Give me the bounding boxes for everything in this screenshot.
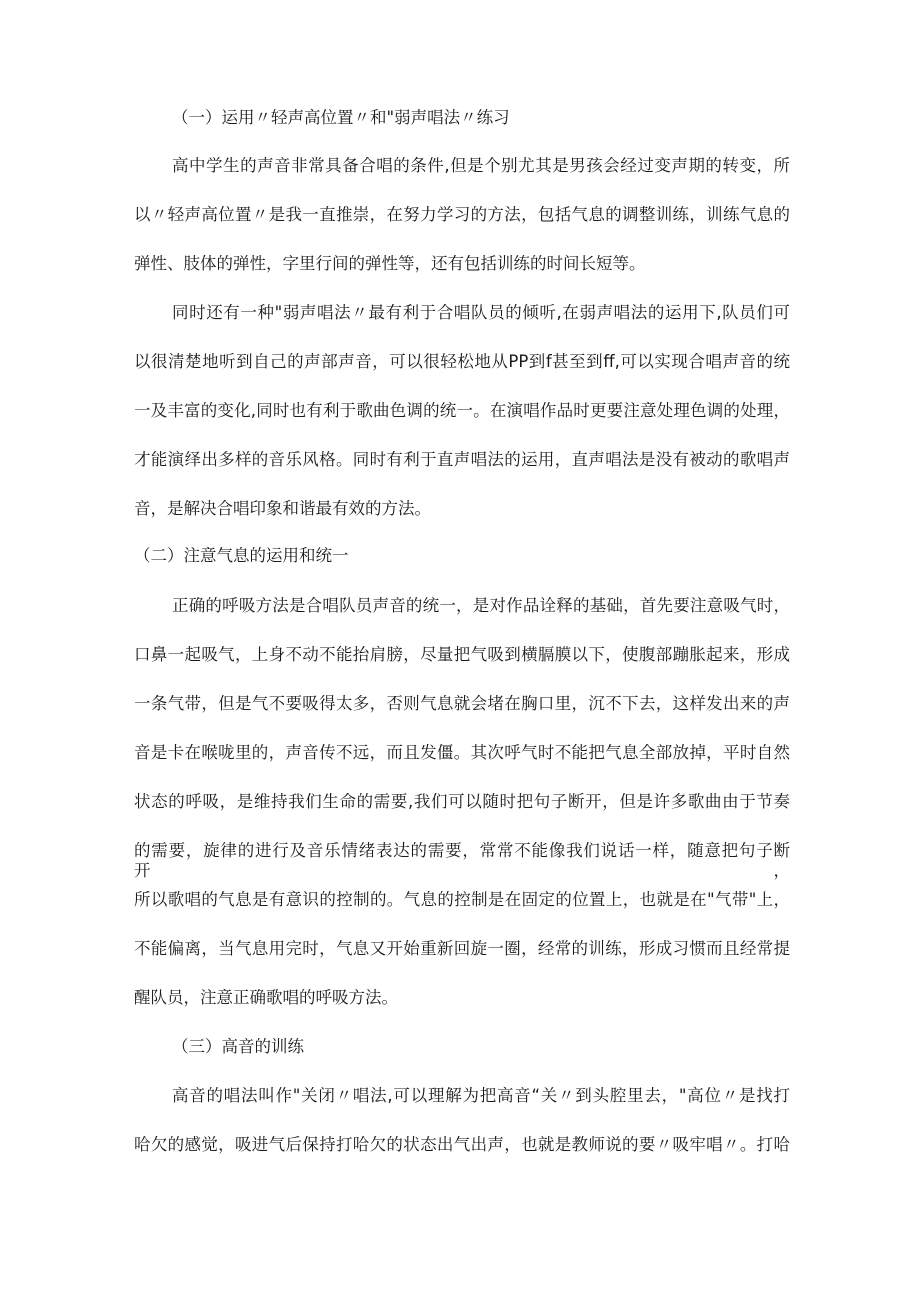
paragraph-line: 音是卡在喉咙里的，声音传不远，而且发僵。其次呼气时不能把气息全部放掉，平时自然 bbox=[134, 743, 790, 762]
paragraph-line: 以〃轻声高位置〃是我一直推崇，在努力学习的方法，包括气息的调整训练，训练气息的 bbox=[134, 205, 790, 224]
paragraph-line: 一及丰富的变化,同时也有利于歌曲色调的统一。在演唱作品时更要注意处理色调的处理， bbox=[134, 401, 790, 420]
paragraph-line: 不能偏离，当气息用完时，气息又开始重新回旋一圈，经常的训练，形成习惯而且经常提 bbox=[134, 939, 790, 958]
paragraph-line: 所以歌唱的气息是有意识的控制的。气息的控制是在固定的位置上，也就是在"气带"上， bbox=[134, 890, 790, 909]
paragraph-line: 音，是解决合唱印象和谐最有效的方法。 bbox=[134, 499, 431, 518]
paragraph-line: 高音的唱法叫作"关闭〃唱法,可以理解为把高音“关〃到头腔里去，"高位〃是找打 bbox=[172, 1086, 790, 1105]
paragraph-line: 醒队员，注意正确歌唱的呼吸方法。 bbox=[134, 988, 398, 1007]
paragraph-line: 才能演绎出多样的音乐风格。同时有利于直声唱法的运用，直声唱法是没有被动的歌唱声 bbox=[134, 450, 790, 469]
paragraph-line: 的需要，旋律的进行及音乐情绪表达的需要，常常不能像我们说话一样，随意把句子断开， bbox=[134, 841, 790, 880]
paragraph-line: 高中学生的声音非常具备合唱的条件,但是个别尤其是男孩会经过变声期的转变，所 bbox=[172, 156, 790, 175]
paragraph-line: 口鼻一起吸气，上身不动不能抬肩膀，尽量把气吸到横膈膜以下，使腹部蹦胀起来，形成 bbox=[134, 645, 790, 664]
section-heading-3: （三）高音的训练 bbox=[172, 1037, 304, 1056]
section-heading-1: （一）运用〃轻声高位置〃和"弱声唱法〃练习 bbox=[172, 108, 510, 127]
paragraph-line: 一条气带，但是气不要吸得太多，否则气息就会堵在胸口里，沉不下去，这样发出来的声 bbox=[134, 694, 790, 713]
paragraph-line: 正确的呼吸方法是合唱队员声音的统一，是对作品诠释的基础，首先要注意吸气时， bbox=[172, 596, 790, 615]
paragraph-line: 状态的呼吸，是维持我们生命的需要,我们可以随时把句子断开，但是许多歌曲由于节奏 bbox=[134, 792, 790, 811]
paragraph-line: 以很清楚地听到自己的声部声音，可以很轻松地从PP到f甚至到ff,可以实现合唱声音的统 bbox=[134, 352, 790, 371]
paragraph-line: 哈欠的感觉，吸进气后保持打哈欠的状态出气出声，也就是教师说的要〃吸牢唱〃。打哈 bbox=[134, 1135, 790, 1154]
paragraph-line: 同时还有一种"弱声唱法〃最有利于合唱队员的倾听,在弱声唱法的运用下,队员们可 bbox=[172, 303, 790, 322]
section-heading-2: （二）注意气息的运用和统一 bbox=[134, 546, 349, 565]
paragraph-line: 弹性、肢体的弹性，字里行间的弹性等，还有包括训练的时间长短等。 bbox=[134, 254, 646, 273]
